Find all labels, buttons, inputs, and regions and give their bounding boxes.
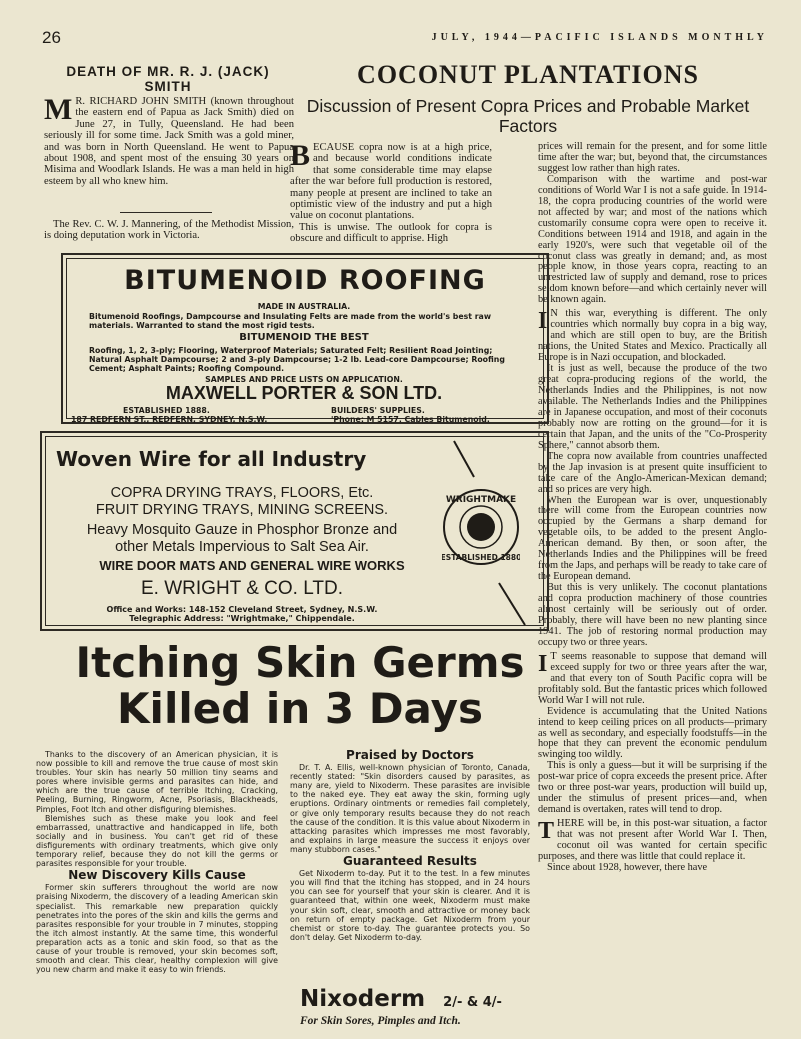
- subheading: New Discovery Kills Cause: [68, 868, 246, 883]
- paragraph: T seems reasonable to suppose that demand will exceed supply for two or three years after the war, and that every ton of South Pacific copra will be profitably sold. But the fantastic prices which followed World War I will not rule.: [538, 650, 767, 706]
- running-head: JULY, 1944—PACIFIC ISLANDS MONTHLY: [431, 32, 768, 43]
- ad-line: other Metals Impervious to Salt Sea Air.: [115, 539, 369, 555]
- article-subtitle: Discussion of Present Copra Prices and Probable Market Factors: [306, 96, 750, 136]
- ad-address: 187 REDFERN ST., REDFERN, SYDNEY, N.S.W.: [71, 415, 268, 424]
- mission-note-text: The Rev. C. W. J. Mannering, of the Methodist Mission, is doing deputation work in Victoria.: [44, 219, 294, 242]
- wrightmake-seal-icon: [442, 488, 520, 566]
- woven-wire-ad: [40, 431, 549, 631]
- paragraph: HERE will be, in this post-war situation, a factor that was not present after World War I. Then, coconut oil was wanted for certain specific purposes, and there was little that could replace it.: [538, 818, 767, 862]
- headline-line: Killed in 3 Days: [117, 684, 483, 733]
- ad-subhead: BITUMENOID THE BEST: [239, 332, 369, 343]
- ad-line: Heavy Mosquito Gauze in Phosphor Bronze and: [86, 522, 398, 538]
- nixoderm-left-column: [36, 750, 278, 974]
- company-name: E. WRIGHT & CO. LTD.: [141, 578, 343, 599]
- paragraph: This is unwise. The outlook for copra is obscure and difficult to apprise. High: [290, 221, 492, 245]
- ad-line: WIRE DOOR MATS AND GENERAL WIRE WORKS: [99, 558, 405, 573]
- drop-cap: M: [44, 93, 73, 126]
- brand-name: Nixoderm: [300, 986, 426, 1012]
- seal-top-text: WRIGHTMAKE: [445, 495, 517, 505]
- divider: [120, 212, 212, 213]
- copra-column-1: [290, 139, 492, 245]
- ad-line: COPRA DRYING TRAYS, FLOORS, Etc.: [110, 485, 374, 501]
- paragraph: This is only a guess—but it will be surprising if the post-war price of copra exceeds the present price. After two or three post-war years, production will build up, under the stimulus of present prices—and, when demand is overtaken, rates will tend to drop.: [538, 760, 767, 816]
- decor-stroke: [452, 439, 476, 479]
- paragraph: N this war, everything is different. The only countries which normally buy copra in a big way, and which are still open to buy, are the British nations, the United States and Mexico. Practically all Europe is in Nazi occupation, and blockaded.: [538, 308, 767, 364]
- tagline: For Skin Sores, Pimples and Itch.: [300, 1015, 461, 1027]
- drop-cap: T: [538, 818, 555, 845]
- paragraph: Former skin sufferers throughout the world are now praising Nixoderm, the discovery of a leading American skin specialist. This remarkable new preparation quickly penetrates into the pores of the skin and kills the germs and parasites responsible for your trouble in 7 minutes, stopping the itch almost instantly. At the same time, this wonderful preparation acts as a tonic and skin food, so that as the cause of your trouble is removed, your skin becomes soft, smooth and clear. This clear, healthy complexion will give you new charm and make it easy to win friends.: [36, 883, 278, 975]
- copra-column-2: [538, 142, 767, 874]
- paragraph: prices will remain for the present, and for some little time after the war; but, beyond that, the circumstances suggest low rather than high rates.: [538, 141, 767, 174]
- paragraph: The copra now available from countries unaffected by the Jap invasion is at present quite insufficient to take care of the Anglo-American-Mexican demand; and so prices are very high.: [538, 450, 767, 495]
- seal-bottom-text: ESTABLISHED 1880: [442, 553, 520, 562]
- paragraph: Get Nixoderm to-day. Put it to the test. In a few minutes you will find that the itching has stopped, and in 24 hours you can see for yourself that your skin is clearer. And it is guaranteed that, within one week, Nixoderm must make your skin soft, clear, smooth and attractive or money back on return of empty package. Get Nixoderm from your chemist or store to-day. The guarantee protects you. So don't delay. Get Nixoderm to-day.: [290, 869, 530, 942]
- ad-line: ESTABLISHED 1888.: [123, 406, 210, 415]
- price: 2/- & 4/-: [443, 995, 502, 1010]
- ad-phone: 'Phone: M 5157. Cables Bitumenoid.: [331, 415, 490, 424]
- company-name: MAXWELL PORTER & SON LTD.: [165, 383, 443, 403]
- ad-line: Roofing, 1, 2, 3-ply; Flooring, Waterproof Materials; Saturated Felt; Resilient Road Jointing; Natural Asphalt Dampcourse; 2 and 3-ply Dampcourse; 1-2 lb. Lead-core Dampcourse; Roofing Cement; Asphalt Paints; Roofing Compound.: [89, 346, 505, 373]
- itching-headline: [48, 640, 552, 732]
- paragraph: It is just as well, because the produce of the two great copra-producing regions of the world, the Netherlands Indies and the Philippines, is not now available. The Netherlands Indies and the Philippines are in Japanese occupation, and most of their coconuts probably now are rotting on the ground—for it is certain that Japan, and the units of the "Co-Prosperity Sphere," cannot absorb them.: [538, 363, 767, 451]
- paragraph: Evidence is accumulating that the United Nations intend to keep ceiling prices on all products—primary as well as secondary, and especially foodstuffs—in the hope that they can prevent the economic pendulum swinging too wildly.: [538, 705, 767, 761]
- page-header: [38, 28, 768, 48]
- ad-line: FRUIT DRYING TRAYS, MINING SCREENS.: [95, 502, 389, 518]
- death-notice-title: DEATH OF MR. R. J. (JACK) SMITH: [66, 64, 270, 94]
- bitumenoid-ad: [61, 253, 549, 424]
- decor-stroke: [497, 581, 527, 627]
- paragraph: Since about 1928, however, there have: [547, 861, 708, 873]
- drop-cap: I: [538, 308, 548, 335]
- headline-line: Itching Skin Germs: [75, 638, 525, 687]
- page-number: 26: [42, 28, 61, 47]
- drop-cap: I: [538, 650, 548, 677]
- ad-address: Office and Works: 148-152 Cleveland Street, Sydney, N.S.W.: [106, 605, 378, 614]
- paragraph: Thanks to the discovery of an American physician, it is now possible to kill and remove the true cause of most skin troubles. Your skin has nearly 50 million tiny seams and pores where invisible germs and parasites can hide, and which are the true cause of terrible Itching, Cracking, Peeling, Burning, Ringworm, Acne, Psoriasis, Blackheads, Pimples, Foot Itch and other disfiguring blemishes.: [36, 750, 278, 814]
- ad-line: BUILDERS' SUPPLIES.: [331, 406, 425, 415]
- paragraph: Comparison with the wartime and post-war conditions of World War I is not a safe guide. In 1914-18, the copra producing countries of the world were not affected by war; and most of the nations which customarily consume copra were open to receive it. Conditions between 1914 and 1918, and again in the early 1920's, were such that vegetable oil of the coconut class was greatly in demand; and, as most people know, in those years copra, reacting to an unrestricted law of supply and demand, rose to prices seldom known before—and which certainly never will be known again.: [538, 173, 767, 306]
- subheading: Guaranteed Results: [343, 854, 477, 869]
- nixoderm-brand-block: [300, 986, 530, 1027]
- made-in: MADE IN AUSTRALIA.: [257, 302, 351, 311]
- article-title: COCONUT PLANTATIONS: [357, 60, 699, 89]
- subheading: Praised by Doctors: [346, 748, 474, 762]
- ad-telegraphic: Telegraphic Address: "Wrightmake," Chippendale.: [129, 614, 355, 623]
- death-notice-body: [44, 93, 294, 187]
- drop-cap: B: [290, 139, 311, 172]
- paragraph: Dr. T. A. Ellis, well-known physician of Toronto, Canada, recently stated: "Skin disorders caused by parasites, as many are, yield to Nixoderm. These parasites are invisible to the naked eye. They eat away the skin, forming ugly eruptions. Ordinary ointments or remedies fail completely, or give only temporary results because they do not reach the cause of the condition. It is this value about Nixoderm in attacking parasites which impresses me most favorably, and explains in large measure the success it enjoys over many stubborn cases.": [290, 763, 530, 854]
- mission-note: [44, 219, 294, 242]
- death-notice-text: R. RICHARD JOHN SMITH (known throughout the eastern end of Papua as Jack Smith) died on June 27, in Tully, Queensland. He had been seriously ill for some time. Jack Smith was a gold miner, and was born in North Queensland. He went to Papua about 1908, and spent most of the ensuing 30 years on Misima and Woodlark Islands. He was a man held in high esteem by all who knew him.: [44, 96, 294, 187]
- nixoderm-right-column: [290, 748, 530, 942]
- paragraph: When the European war is over, unquestionably there will come from the European countries now occupied by the Germans a sharp demand for vegetable oils, to be added to the present Anglo-American demand. By then, or soon after, the Netherlands Indies and the Philippines will be freed from the Japs, and perhaps will be ready to take care of the European demand.: [538, 494, 767, 583]
- ad-line: SAMPLES AND PRICE LISTS ON APPLICATION.: [205, 375, 403, 384]
- ad-line: Bitumenoid Roofings, Dampcourse and Insulating Felts are made from the world's best raw materials. Warranted to stand the most rigid tests.: [89, 312, 492, 330]
- paragraph: But this is very unlikely. The coconut plantations and copra production machinery of those countries almost certainly will be seriously out of order. Probably, there will have been no new planting since 1941. The job of restoring normal production may occupy two or three years.: [538, 582, 767, 648]
- ad-title: Woven Wire for all Industry: [56, 447, 367, 471]
- ad-title: BITUMENOID ROOFING: [124, 265, 486, 296]
- paragraph: Blemishes such as these make you look and feel embarrassed, unattractive and handicapped in life, both socially and in business. You can't get rid of these disfigurements with ordinary treatments, which give only temporary relief, because they do not kill the germs or parasites responsible for your trouble.: [36, 813, 278, 869]
- paragraph: ECAUSE copra now is at a high price, and because world conditions indicate that some considerable time may elapse after the war before full production is restored, many people at present are inclined to take an optimistic view of the industry and put a high value on coconut plantations.: [290, 142, 492, 222]
